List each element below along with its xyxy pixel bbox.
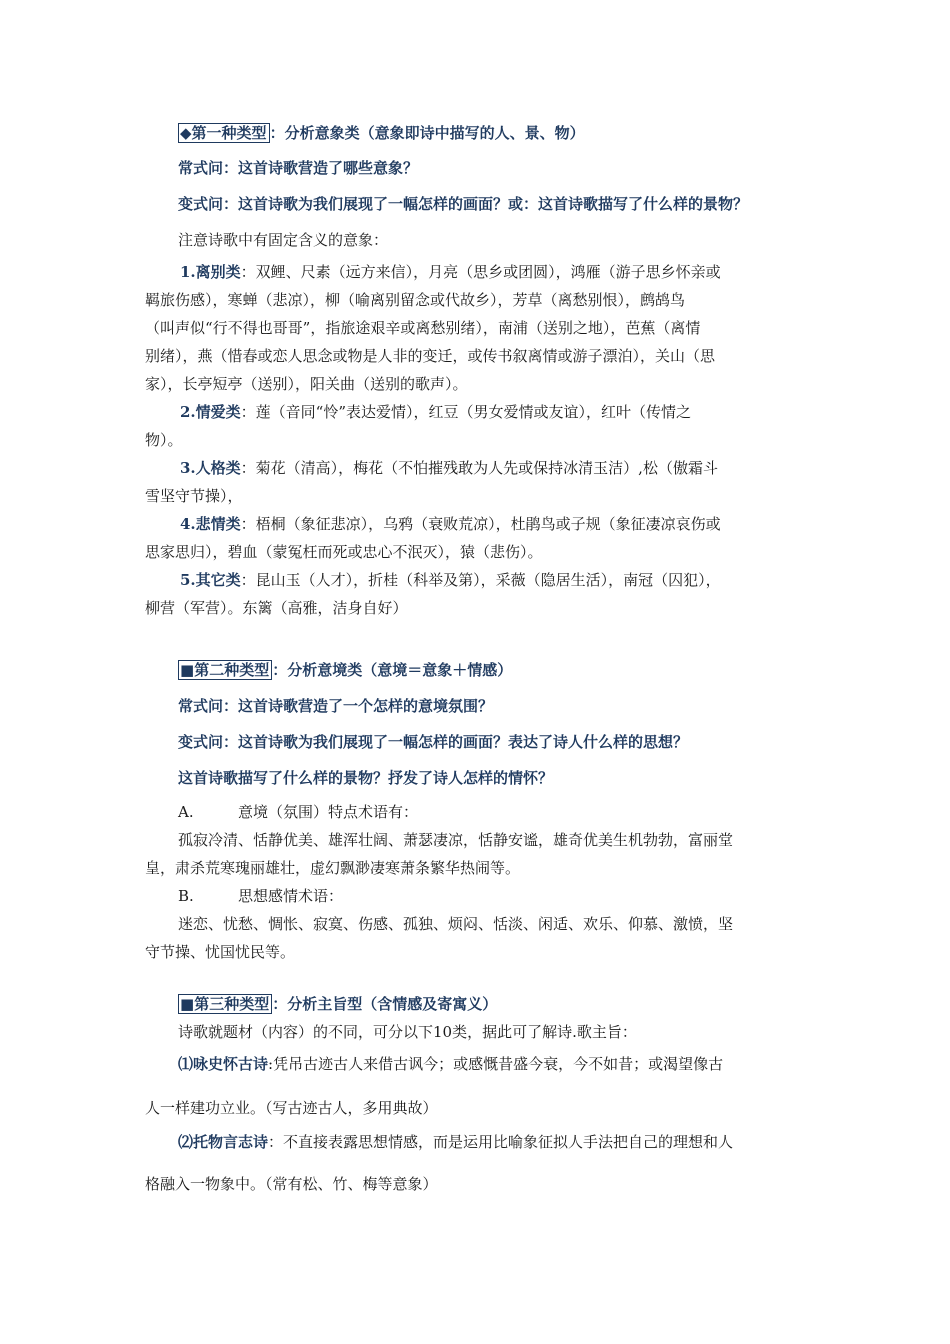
section1-common-question: 常式问：这首诗歌营造了哪些意象？ [178,159,419,177]
section3-p2-line1: ⑵托物言志诗：不直接表露思想情感，而是运用比喻象征拟人手法把自己的理想和人 [178,1133,734,1151]
cat1-label: 1.离别类 [180,263,241,281]
p1-label: ⑴咏史怀古诗 [178,1055,269,1073]
cat4-line2: 思家思归），碧血（蒙冤枉而死或忠心不泯灭），猿（悲伤）。 [145,543,543,561]
cat5-label: 5.其它类 [180,571,241,589]
section1-heading-text: ：分析意象类（意象即诗中描写的人、景、物） [269,124,585,142]
square-icon: ■ [180,661,195,679]
cat1-line4: 别绪），燕（惜春或恋人思念或物是人非的变迁，或传书叙离情或游子漂泊），关山（思 [145,347,716,365]
section3-type-box: ■第三种类型 [178,994,272,1014]
cat2-line2: 物）。 [145,431,183,449]
section3-intro: 诗歌就题材（内容）的不同，可分以下10类，据此可了解诗.歌主旨： [178,1023,637,1041]
section2-b-line2: 守节操、忧国忧民等。 [145,943,296,961]
cat3-label: 3.人格类 [180,459,241,477]
section2-a-line2: 皇，肃杀荒寒瑰丽雄壮，虚幻飘渺凄寒萧条繁华热闹等。 [145,859,521,877]
section2-variant-question: 变式问：这首诗歌为我们展现了一幅怎样的画面？表达了诗人什么样的思想？ [178,733,689,751]
cat5-line2: 柳营（军营）。东篱（高雅，洁身自好） [145,599,408,617]
cat2-line1: 2.情爱类：莲（音同“怜”表达爱情），红豆（男女爱情或友谊），红叶（传情之 [180,403,692,421]
square-icon: ■ [180,995,195,1013]
section2-heading-text: ：分析意境类（意境＝意象＋情感） [272,661,513,679]
section2-variant-question-2: 这首诗歌描写了什么样的景物？抒发了诗人怎样的情怀？ [178,769,554,787]
section3-p2-line2: 格融入一物象中。（常有松、竹、梅等意象） [145,1175,438,1193]
section2-a-heading: A. 意境（氛围）特点术语有： [178,803,419,821]
a-marker: A. [178,803,194,821]
section1-heading [178,123,848,143]
diamond-icon: ◆ [180,124,192,142]
cat1-line3: （叫声似“行不得也哥哥”，指旅途艰辛或离愁别绪），南浦（送别之地），芭蕉（离情 [145,319,701,337]
section1-type-box: ◆第一种类型 [178,123,270,143]
section3-p1-line2: 人一样建功立业。（写古迹古人，多用典故） [145,1099,438,1117]
section2-a-line1: 孤寂冷清、恬静优美、雄浑壮阔、萧瑟凄凉，恬静安谧，雄奇优美生机勃勃，富丽堂 [178,831,734,849]
cat2-label: 2.情爱类 [180,403,241,421]
cat5-line1: 5.其它类：昆山玉（人才），折桂（科举及第），采薇（隐居生活），南冠（囚犯）， [180,571,721,589]
b-marker: B. [178,887,194,905]
cat1-line1: 1.离别类：双鲤、尺素（远方来信），月亮（思乡或团圆），鸿雁（游子思乡怀亲或 [180,263,721,281]
section2-heading [178,660,848,680]
section1-note: 注意诗歌中有固定含义的意象： [178,231,389,249]
cat3-line2: 雪坚守节操）， [145,487,243,505]
cat1-line5: 家），长亭短亭（送别），阳关曲（送别的歌声）。 [145,375,468,393]
section2-b-line1: 迷恋、忧愁、惆怅、寂寞、伤感、孤独、烦闷、恬淡、闲适、欢乐、仰慕、激愤，坚 [178,915,734,933]
p2-label: ⑵托物言志诗 [178,1133,269,1151]
cat3-line1: 3.人格类：菊花（清高），梅花（不怕摧残敢为人先或保持冰清玉洁）,松（傲霜斗 [180,459,718,477]
section3-heading-text: ：分析主旨型（含情感及寄寓义） [272,995,498,1013]
cat4-line1: 4.悲情类：梧桐（象征悲凉），乌鸦（衰败荒凉），杜鹃鸟或子规（象征凄凉哀伤或 [180,515,721,533]
cat4-label: 4.悲情类 [180,515,241,533]
section3-heading [178,994,848,1014]
section2-common-question: 常式问：这首诗歌营造了一个怎样的意境氛围？ [178,697,494,715]
section2-b-heading: B. 思想感情术语： [178,887,344,905]
cat1-line2: 羁旅伤感），寒蝉（悲凉），柳（喻离别留念或代故乡），芳草（离愁别恨），鹧鸪鸟 [145,291,686,309]
section1-variant-question: 变式问：这首诗歌为我们展现了一幅怎样的画面？或：这首诗歌描写了什么样的景物？ [178,195,749,213]
section3-p1-line1: ⑴咏史怀古诗:凭吊古迹古人来借古讽今；或感慨昔盛今衰，今不如昔；或渴望像古 [178,1055,724,1073]
section2-type-box: ■第二种类型 [178,660,272,680]
